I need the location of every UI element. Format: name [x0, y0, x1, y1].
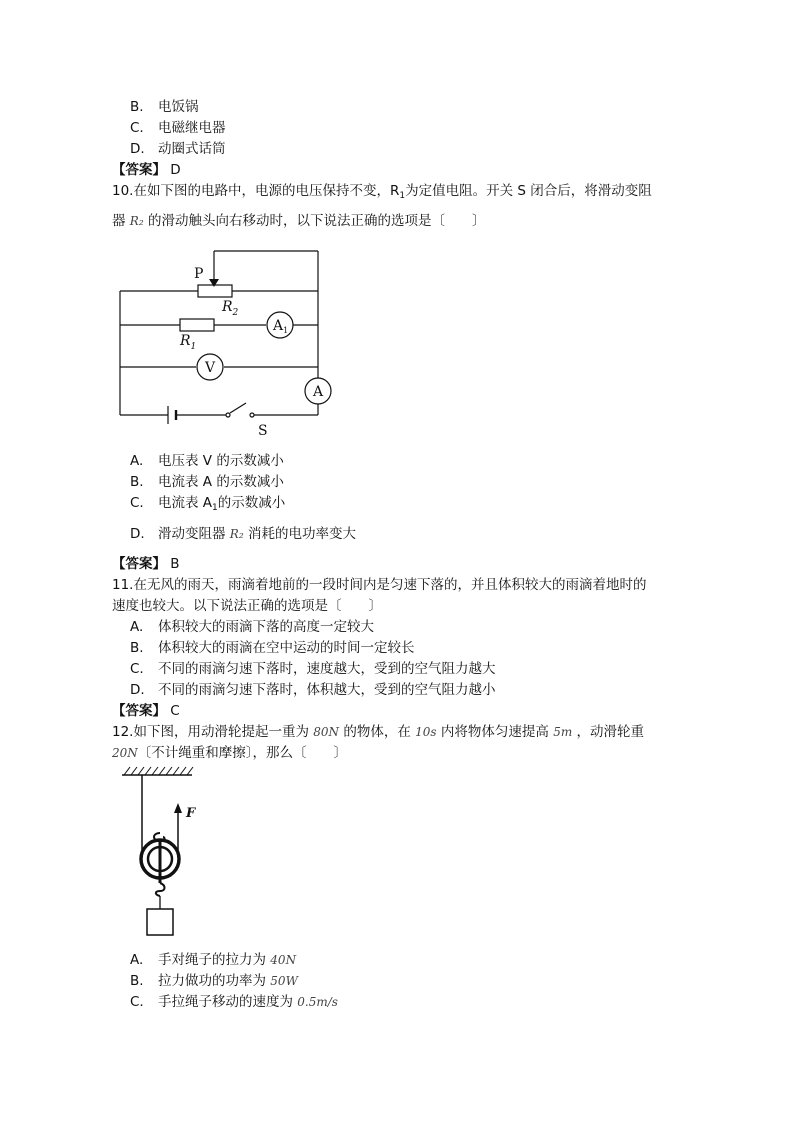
stem-text: 器	[112, 213, 126, 229]
q11-option-a	[130, 618, 374, 636]
q11-answer	[112, 702, 180, 720]
q12-stem-line1	[112, 723, 644, 741]
math-value: 40N	[270, 953, 297, 967]
answer-key: 【答案】	[112, 556, 166, 572]
option-text: 电饭锅	[158, 99, 199, 115]
answer-value: B	[170, 556, 180, 572]
math-value: 10s	[415, 725, 437, 739]
stem-text: 内将物体匀速提高	[440, 724, 549, 740]
label-r1: R	[180, 333, 191, 349]
q9-option-c	[130, 119, 226, 137]
math-value: 0.5m/s	[297, 995, 338, 1009]
option-letter: C.	[130, 994, 144, 1010]
q9-option-d	[130, 140, 226, 158]
answer-key: 【答案】	[112, 703, 166, 719]
option-text: 电压表 V 的示数减小	[158, 453, 284, 469]
math-value: 50W	[270, 974, 298, 988]
label-a1-sub: 1	[283, 326, 289, 335]
option-letter: D.	[130, 526, 145, 542]
stem-text: 的滑动触头向右移动时，以下说法正确的选项是〔 〕	[147, 213, 486, 229]
q12-option-a	[130, 951, 296, 969]
option-letter: C.	[130, 495, 144, 511]
label-s: S	[258, 423, 268, 439]
pulley-diagram	[118, 765, 218, 945]
option-letter: D.	[130, 141, 145, 157]
option-text: 消耗的电功率变大	[247, 526, 356, 542]
q10-stem-line2	[112, 212, 485, 230]
label-r2-sub: 2	[232, 308, 239, 318]
circuit-diagram	[110, 245, 335, 445]
option-text: 手拉绳子移动的速度为	[158, 994, 293, 1010]
label-a1: A	[273, 318, 284, 334]
q10-option-b	[130, 473, 284, 491]
option-letter: B.	[130, 99, 144, 115]
option-letter: C.	[130, 120, 144, 136]
q10-option-a	[130, 452, 284, 470]
stem-text: 10.在如下图的电路中，电源的电压保持不变，R	[112, 183, 400, 199]
option-letter: D.	[130, 682, 145, 698]
option-text: 拉力做功的功率为	[158, 973, 266, 989]
label-p: P	[194, 266, 204, 282]
q10-stem-line1	[112, 182, 652, 205]
svg-text:R1	[179, 333, 196, 352]
subscript: 1	[212, 503, 218, 513]
stem-text: 为定值电阻。开关 S 闭合后，将滑动变阻	[405, 183, 652, 199]
option-text: 滑动变阻器	[158, 526, 226, 542]
q11-option-d	[130, 681, 496, 699]
subscript: 1	[399, 191, 406, 201]
math-symbol: R₂	[129, 214, 144, 228]
math-symbol: R₂	[229, 527, 244, 541]
option-letter: B.	[130, 640, 144, 656]
option-text: 的示数减小	[217, 495, 286, 511]
option-letter: B.	[130, 973, 144, 989]
math-value: 5m	[553, 725, 573, 739]
q10-option-c	[130, 494, 285, 517]
label-a: A	[313, 384, 324, 400]
q10-answer	[112, 555, 180, 573]
option-text: 手对绳子的拉力为	[158, 952, 266, 968]
q9-option-b	[130, 98, 199, 116]
force-arrow-icon	[174, 803, 182, 813]
option-text: 不同的雨滴匀速下落时，体积越大，受到的空气阻力越小	[158, 682, 496, 698]
option-text: 不同的雨滴匀速下落时，速度越大，受到的空气阻力越大	[158, 661, 496, 677]
q12-option-c	[130, 993, 338, 1011]
answer-key: 【答案】	[112, 162, 166, 178]
option-letter: C.	[130, 661, 144, 677]
label-r1-sub: 1	[190, 342, 197, 352]
math-value: 20N	[112, 746, 138, 760]
answer-value: D	[170, 162, 181, 178]
answer-value: C	[170, 703, 180, 719]
slider-arrow-icon	[209, 279, 219, 287]
option-text: 电流表 A	[158, 495, 213, 511]
q11-stem-line2: 速度也较大。以下说法正确的选项是〔 〕	[112, 598, 382, 614]
stem-text: ，动滑轮重	[576, 724, 644, 740]
svg-text:R2	[221, 299, 239, 318]
q11-option-c	[130, 660, 496, 678]
q11-stem-line1: 11.在无风的雨天，雨滴着地前的一段时间内是匀速下落的，并且体积较大的雨滴着地时的	[112, 577, 647, 593]
option-text: 电磁继电器	[158, 120, 226, 136]
label-r2: R	[222, 299, 233, 315]
q12-stem-line2	[112, 744, 347, 762]
option-text: 体积较大的雨滴在空中运动的时间一定较长	[158, 640, 415, 656]
option-text: 体积较大的雨滴下落的高度一定较大	[158, 619, 374, 635]
stem-text: 12.如下图，用动滑轮提起一重为	[112, 724, 309, 740]
option-letter: A.	[130, 952, 144, 968]
q12-option-b	[130, 972, 298, 990]
svg-text:A1	[272, 318, 288, 335]
option-text: 动圈式话筒	[158, 141, 226, 157]
label-v: V	[205, 360, 216, 376]
stem-text: 的物体，在	[343, 724, 411, 740]
q11-option-b	[130, 639, 415, 657]
option-text: 电流表 A 的示数减小	[158, 474, 284, 490]
label-f: F	[186, 806, 196, 821]
option-letter: A.	[130, 619, 144, 635]
option-letter: A.	[130, 453, 144, 469]
option-letter: B.	[130, 474, 144, 490]
math-value: 80N	[313, 725, 340, 739]
stem-text: 〔不计绳重和摩擦〕，那么〔 〕	[137, 745, 348, 761]
q10-option-d	[130, 525, 356, 543]
q9-answer	[112, 161, 181, 179]
